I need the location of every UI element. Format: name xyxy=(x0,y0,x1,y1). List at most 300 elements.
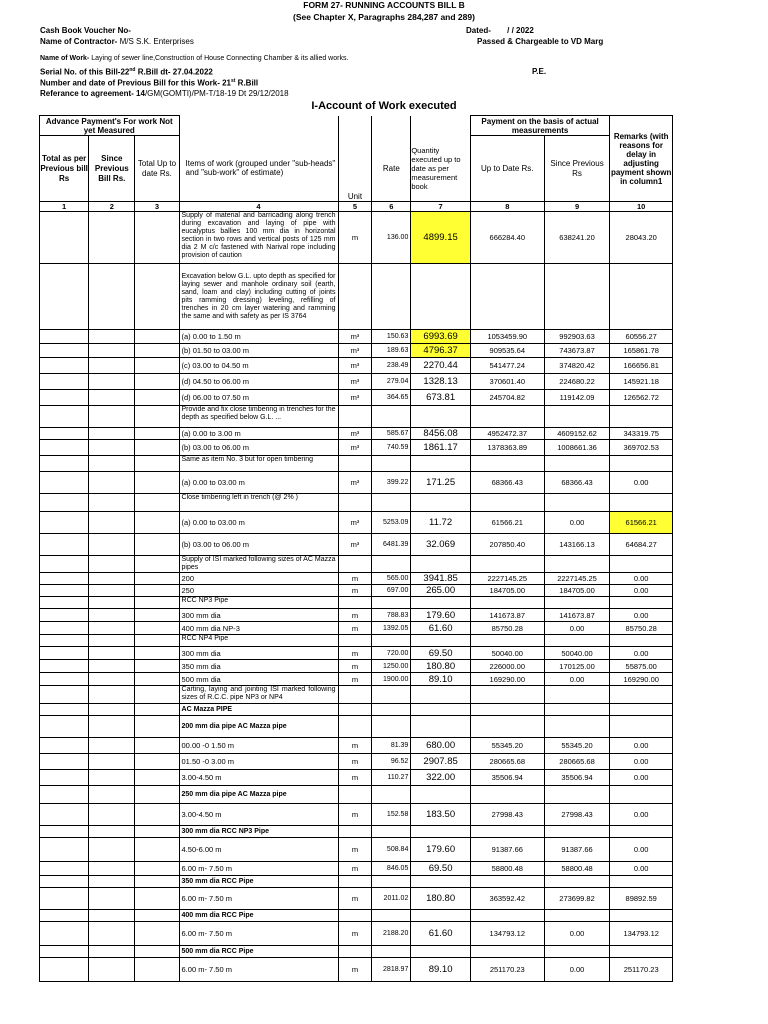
cell-total-prev xyxy=(40,876,89,888)
cell-since-prev-bill xyxy=(89,585,135,597)
table-row xyxy=(40,534,673,556)
cell-rate xyxy=(372,704,411,716)
cell-up-to-date xyxy=(470,876,544,888)
cell-since-prev-bill xyxy=(89,738,135,754)
cell-since-previous: 273699.82 xyxy=(544,888,610,910)
cell-quantity xyxy=(411,704,471,716)
work-label: Name of Work- xyxy=(40,55,90,62)
cell-up-to-date xyxy=(470,635,544,647)
cell-up-to-date xyxy=(470,406,544,428)
cell-quantity xyxy=(411,556,471,573)
work-value: Laying of sewer line,Construction of House Connecting Chamber & its allied works. xyxy=(89,55,349,62)
cell-since-prev-bill xyxy=(89,597,135,609)
cell-since-prev-bill xyxy=(89,456,135,472)
cell-up-to-date: 909535.64 xyxy=(470,344,544,358)
cell-total-up xyxy=(135,770,179,786)
table-row xyxy=(40,390,673,406)
col-number: 3 xyxy=(135,202,179,212)
cell-remarks xyxy=(610,406,673,428)
cell-total-prev xyxy=(40,406,89,428)
cell-unit: m³ xyxy=(338,390,372,406)
cell-item-description: (a) 0.00 to 3.00 m xyxy=(179,428,338,440)
table-row xyxy=(40,888,673,910)
cell-unit xyxy=(338,597,372,609)
cell-total-prev xyxy=(40,622,89,635)
cell-total-up xyxy=(135,804,179,826)
cell-up-to-date xyxy=(470,946,544,958)
cell-up-to-date: 141673.87 xyxy=(470,609,544,622)
cell-unit: m xyxy=(338,647,372,660)
cell-total-prev xyxy=(40,910,89,922)
contractor-line xyxy=(40,37,194,46)
cell-total-up xyxy=(135,826,179,838)
cell-rate: 136.00 xyxy=(372,212,411,264)
cell-unit: m³ xyxy=(338,472,372,494)
cell-up-to-date: 68366.43 xyxy=(470,472,544,494)
cell-total-prev xyxy=(40,647,89,660)
cell-since-previous xyxy=(544,910,610,922)
cell-since-previous: 143166.13 xyxy=(544,534,610,556)
cell-since-prev-bill xyxy=(89,609,135,622)
cell-unit: m xyxy=(338,804,372,826)
cell-rate: 364.65 xyxy=(372,390,411,406)
cell-since-previous: 992903.63 xyxy=(544,330,610,344)
cell-quantity: 11.72 xyxy=(411,512,471,534)
cell-rate: 238.49 xyxy=(372,358,411,374)
cell-since-previous: 638241.20 xyxy=(544,212,610,264)
cell-item-description: (b) 03.00 to 06.00 m xyxy=(179,440,338,456)
cell-unit: m xyxy=(338,573,372,585)
cell-total-prev xyxy=(40,212,89,264)
cell-rate: 697.00 xyxy=(372,585,411,597)
cell-unit: m xyxy=(338,622,372,635)
cell-rate: 508.84 xyxy=(372,838,411,862)
cell-since-previous xyxy=(544,264,610,330)
cell-since-previous: 141673.87 xyxy=(544,609,610,622)
table-row xyxy=(40,406,673,428)
cell-rate: 585.67 xyxy=(372,428,411,440)
cell-total-prev xyxy=(40,534,89,556)
cell-remarks: 0.00 xyxy=(610,754,673,770)
cell-since-prev-bill xyxy=(89,876,135,888)
table-row xyxy=(40,440,673,456)
col-number: 5 xyxy=(338,202,372,212)
cell-item-description: 500 mm dia RCC Pipe xyxy=(179,946,338,958)
cell-since-prev-bill xyxy=(89,660,135,673)
cell-rate: 1392.05 xyxy=(372,622,411,635)
cell-item-description: (d) 06.00 to 07.50 m xyxy=(179,390,338,406)
table-row xyxy=(40,876,673,888)
cell-up-to-date xyxy=(470,264,544,330)
table-row xyxy=(40,212,673,264)
cell-item-description: Carting, laying and jointing ISI marked following sizes of R.C.C. pipe NP3 or NP4 xyxy=(179,686,338,704)
cell-total-prev xyxy=(40,609,89,622)
cell-up-to-date xyxy=(470,704,544,716)
cell-up-to-date xyxy=(470,456,544,472)
cell-total-up xyxy=(135,635,179,647)
cell-item-description: RCC NP4 Pipe xyxy=(179,635,338,647)
col-number: 1 xyxy=(40,202,89,212)
cell-remarks: 0.00 xyxy=(610,862,673,876)
cell-unit: m³ xyxy=(338,330,372,344)
cell-remarks xyxy=(610,716,673,738)
cell-total-prev xyxy=(40,738,89,754)
cell-rate xyxy=(372,456,411,472)
cell-unit xyxy=(338,786,372,804)
cell-total-up xyxy=(135,704,179,716)
cell-since-prev-bill xyxy=(89,826,135,838)
cell-quantity xyxy=(411,876,471,888)
cell-total-prev xyxy=(40,770,89,786)
cell-since-previous xyxy=(544,946,610,958)
cell-rate: 846.05 xyxy=(372,862,411,876)
cell-up-to-date: 280665.68 xyxy=(470,754,544,770)
cell-item-description: 4.50-6.00 m xyxy=(179,838,338,862)
cell-up-to-date: 370601.40 xyxy=(470,374,544,390)
cell-total-up xyxy=(135,428,179,440)
cell-up-to-date: 1053459.90 xyxy=(470,330,544,344)
cell-quantity: 6993.69 xyxy=(411,330,471,344)
cell-since-previous: 0.00 xyxy=(544,512,610,534)
cell-up-to-date xyxy=(470,556,544,573)
cell-quantity: 4899.15 xyxy=(411,212,471,264)
cell-total-prev xyxy=(40,786,89,804)
cell-rate xyxy=(372,910,411,922)
cell-remarks: 145921.18 xyxy=(610,374,673,390)
cell-since-prev-bill xyxy=(89,635,135,647)
cell-remarks: 61566.21 xyxy=(610,512,673,534)
agreement-value: /GM(GOMTI)/PM-T/18-19 Dt 29/12/2018 xyxy=(144,89,289,98)
cell-since-previous: 2227145.25 xyxy=(544,573,610,585)
cell-item-description: (b) 03.00 to 06.00 m xyxy=(179,534,338,556)
cell-since-prev-bill xyxy=(89,390,135,406)
cell-rate xyxy=(372,264,411,330)
cell-rate: 110.27 xyxy=(372,770,411,786)
cell-up-to-date: 207850.40 xyxy=(470,534,544,556)
table-row xyxy=(40,754,673,770)
cell-since-prev-bill xyxy=(89,922,135,946)
cell-unit: m³ xyxy=(338,512,372,534)
cell-item-description: 3.00-4.50 m xyxy=(179,770,338,786)
cell-item-description: 250 xyxy=(179,585,338,597)
table-row xyxy=(40,330,673,344)
cell-quantity xyxy=(411,910,471,922)
cell-up-to-date xyxy=(470,494,544,512)
cell-since-prev-bill xyxy=(89,754,135,770)
cell-since-prev-bill xyxy=(89,647,135,660)
previous-bill-line xyxy=(40,78,258,88)
cell-since-prev-bill xyxy=(89,716,135,738)
cell-item-description: (a) 0.00 to 1.50 m xyxy=(179,330,338,344)
cell-unit xyxy=(338,406,372,428)
cell-unit: m³ xyxy=(338,358,372,374)
cell-remarks xyxy=(610,826,673,838)
table-row xyxy=(40,374,673,390)
cell-rate: 279.04 xyxy=(372,374,411,390)
cell-remarks: 0.00 xyxy=(610,585,673,597)
cell-unit xyxy=(338,716,372,738)
cell-up-to-date xyxy=(470,826,544,838)
cell-remarks: 343319.75 xyxy=(610,428,673,440)
cell-remarks xyxy=(610,910,673,922)
cell-total-prev xyxy=(40,494,89,512)
cell-since-prev-bill xyxy=(89,686,135,704)
cell-since-prev-bill xyxy=(89,512,135,534)
cell-total-prev xyxy=(40,330,89,344)
work-line xyxy=(40,55,348,62)
cell-total-up xyxy=(135,472,179,494)
cell-up-to-date: 27998.43 xyxy=(470,804,544,826)
cell-item-description: 300 mm dia RCC NP3 Pipe xyxy=(179,826,338,838)
cell-up-to-date: 4952472.37 xyxy=(470,428,544,440)
cell-up-to-date xyxy=(470,910,544,922)
cell-up-to-date: 184705.00 xyxy=(470,585,544,597)
cell-quantity: 680.00 xyxy=(411,738,471,754)
table-row xyxy=(40,585,673,597)
header-remarks: Remarks (with reasons for delay in adjusting payment shown in column1 xyxy=(610,116,673,202)
cell-since-prev-bill xyxy=(89,330,135,344)
cell-item-description: 6.00 m- 7.50 m xyxy=(179,862,338,876)
table-row xyxy=(40,472,673,494)
cell-since-previous: 170125.00 xyxy=(544,660,610,673)
cell-since-previous: 4609152.62 xyxy=(544,428,610,440)
cell-item-description: 01.50 -0 3.00 m xyxy=(179,754,338,770)
cell-item-description: (a) 0.00 to 03.00 m xyxy=(179,512,338,534)
cell-rate: 152.58 xyxy=(372,804,411,826)
cell-since-previous xyxy=(544,406,610,428)
cell-remarks: 169290.00 xyxy=(610,673,673,686)
cell-total-prev xyxy=(40,826,89,838)
cell-unit: m³ xyxy=(338,534,372,556)
cell-quantity: 171.25 xyxy=(411,472,471,494)
cell-total-prev xyxy=(40,573,89,585)
cell-total-prev xyxy=(40,512,89,534)
table-row xyxy=(40,647,673,660)
cell-rate xyxy=(372,556,411,573)
cell-rate xyxy=(372,826,411,838)
table-row xyxy=(40,660,673,673)
cell-remarks: 369702.53 xyxy=(610,440,673,456)
cell-remarks: 0.00 xyxy=(610,804,673,826)
cell-since-previous xyxy=(544,635,610,647)
table-row xyxy=(40,512,673,534)
cell-rate xyxy=(372,946,411,958)
cell-since-previous: 58800.48 xyxy=(544,862,610,876)
table-row xyxy=(40,770,673,786)
table-row xyxy=(40,556,673,573)
cell-unit: m xyxy=(338,754,372,770)
header-blank-items xyxy=(179,116,338,136)
form-subtitle: (See Chapter X, Paragraphs 284,287 and 289) xyxy=(293,12,475,22)
cell-up-to-date: 541477.24 xyxy=(470,358,544,374)
cell-total-prev xyxy=(40,660,89,673)
cell-item-description: 6.00 m- 7.50 m xyxy=(179,888,338,910)
table-row xyxy=(40,922,673,946)
cell-total-up xyxy=(135,686,179,704)
cell-total-prev xyxy=(40,862,89,876)
cell-up-to-date: 91387.66 xyxy=(470,838,544,862)
cell-remarks xyxy=(610,635,673,647)
passed-chargeable: Passed & Chargeable to VD Marg xyxy=(477,37,604,46)
cell-up-to-date: 134793.12 xyxy=(470,922,544,946)
cell-total-up xyxy=(135,534,179,556)
agreement-label: Referance to agreement- 14 xyxy=(40,89,145,98)
cell-up-to-date: 1378363.89 xyxy=(470,440,544,456)
cell-quantity xyxy=(411,494,471,512)
serial-prefix: Serial No. of this Bill-22 xyxy=(40,67,130,77)
col-number: 2 xyxy=(89,202,135,212)
table-row xyxy=(40,673,673,686)
cell-total-prev xyxy=(40,716,89,738)
cell-item-description: Close timbering left in trench (@ 2% ) xyxy=(179,494,338,512)
cell-since-prev-bill xyxy=(89,838,135,862)
cell-quantity: 3941.85 xyxy=(411,573,471,585)
cell-item-description: 200 mm dia pipe AC Mazza pipe xyxy=(179,716,338,738)
cell-unit xyxy=(338,876,372,888)
cell-item-description: 250 mm dia pipe AC Mazza pipe xyxy=(179,786,338,804)
cell-remarks: 0.00 xyxy=(610,647,673,660)
cell-since-previous xyxy=(544,686,610,704)
cell-remarks: 0.00 xyxy=(610,609,673,622)
cell-total-prev xyxy=(40,472,89,494)
cell-quantity: 179.60 xyxy=(411,838,471,862)
cell-up-to-date: 58800.48 xyxy=(470,862,544,876)
cell-quantity xyxy=(411,406,471,428)
cell-unit: m³ xyxy=(338,344,372,358)
cell-quantity: 265.00 xyxy=(411,585,471,597)
cell-total-up xyxy=(135,862,179,876)
cell-quantity: 179.60 xyxy=(411,609,471,622)
cell-since-prev-bill xyxy=(89,573,135,585)
cell-total-up xyxy=(135,585,179,597)
cell-total-up xyxy=(135,673,179,686)
cell-remarks xyxy=(610,456,673,472)
table-row xyxy=(40,609,673,622)
cell-rate xyxy=(372,406,411,428)
cell-unit: m xyxy=(338,770,372,786)
cell-total-up xyxy=(135,374,179,390)
cell-since-previous: 91387.66 xyxy=(544,838,610,862)
cell-quantity xyxy=(411,456,471,472)
cell-rate: 2011.02 xyxy=(372,888,411,910)
form-title: FORM 27- RUNNING ACCOUNTS BILL B xyxy=(303,0,465,10)
cell-up-to-date: 226000.00 xyxy=(470,660,544,673)
table-row xyxy=(40,946,673,958)
cell-since-prev-bill xyxy=(89,264,135,330)
cell-since-previous: 119142.09 xyxy=(544,390,610,406)
cell-unit xyxy=(338,556,372,573)
cell-since-prev-bill xyxy=(89,704,135,716)
cell-since-previous: 55345.20 xyxy=(544,738,610,754)
cell-total-up xyxy=(135,390,179,406)
cell-item-description: (b) 01.50 to 03.00 m xyxy=(179,344,338,358)
cell-since-previous xyxy=(544,456,610,472)
cell-remarks: 0.00 xyxy=(610,770,673,786)
cell-since-prev-bill xyxy=(89,946,135,958)
header-rate: Rate xyxy=(372,136,411,202)
cell-total-prev xyxy=(40,390,89,406)
cell-remarks xyxy=(610,494,673,512)
table-row xyxy=(40,344,673,358)
serial-suffix: R.Bill dt- 27.04.2022 xyxy=(135,67,213,77)
cell-since-previous xyxy=(544,876,610,888)
cell-up-to-date: 251170.23 xyxy=(470,958,544,982)
cell-total-prev xyxy=(40,585,89,597)
col-number: 4 xyxy=(179,202,338,212)
cell-unit xyxy=(338,946,372,958)
cell-rate: 720.00 xyxy=(372,647,411,660)
cell-since-prev-bill xyxy=(89,862,135,876)
cell-quantity: 183.50 xyxy=(411,804,471,826)
table-row xyxy=(40,358,673,374)
cell-unit: m xyxy=(338,660,372,673)
cell-since-prev-bill xyxy=(89,673,135,686)
table-row xyxy=(40,958,673,982)
cell-total-prev xyxy=(40,428,89,440)
cell-quantity: 61.60 xyxy=(411,922,471,946)
cell-unit: m xyxy=(338,862,372,876)
cell-total-prev xyxy=(40,344,89,358)
dated-line xyxy=(466,26,534,35)
cell-rate: 189.63 xyxy=(372,344,411,358)
cell-up-to-date: 2227145.25 xyxy=(470,573,544,585)
cell-item-description: 300 mm dia xyxy=(179,609,338,622)
cell-total-prev xyxy=(40,673,89,686)
cell-quantity xyxy=(411,635,471,647)
header-unit: Unit xyxy=(338,136,372,202)
cell-item-description: AC Mazza PIPE xyxy=(179,704,338,716)
table-row xyxy=(40,686,673,704)
cell-unit: m xyxy=(338,838,372,862)
cell-total-up xyxy=(135,264,179,330)
cell-remarks xyxy=(610,786,673,804)
table-row xyxy=(40,716,673,738)
cell-total-prev xyxy=(40,888,89,910)
cell-total-prev xyxy=(40,804,89,826)
pe-label: P.E. xyxy=(532,67,547,76)
cell-item-description: 6.00 m- 7.50 m xyxy=(179,958,338,982)
cell-quantity: 61.60 xyxy=(411,622,471,635)
cell-since-prev-bill xyxy=(89,786,135,804)
serial-line xyxy=(40,67,213,77)
cell-item-description: 200 xyxy=(179,573,338,585)
cell-since-previous: 224680.22 xyxy=(544,374,610,390)
cell-remarks: 134793.12 xyxy=(610,922,673,946)
cell-item-description: Supply of ISI marked following sizes of AC Mazza pipes xyxy=(179,556,338,573)
cell-quantity: 8456.08 xyxy=(411,428,471,440)
cell-since-prev-bill xyxy=(89,556,135,573)
cell-total-prev xyxy=(40,374,89,390)
cell-rate xyxy=(372,716,411,738)
cell-up-to-date: 50040.00 xyxy=(470,647,544,660)
table-row xyxy=(40,597,673,609)
cell-remarks: 166656.81 xyxy=(610,358,673,374)
cell-unit: m xyxy=(338,888,372,910)
cell-unit xyxy=(338,686,372,704)
cell-unit: m³ xyxy=(338,440,372,456)
previous-suffix: R.Bill xyxy=(235,78,259,88)
cell-total-up xyxy=(135,958,179,982)
cell-unit xyxy=(338,456,372,472)
table-row xyxy=(40,428,673,440)
cell-total-prev xyxy=(40,704,89,716)
contractor-value: M/S S.K. Enterprises xyxy=(117,37,194,46)
cell-total-up xyxy=(135,716,179,738)
header-blank-qty xyxy=(411,116,471,136)
cell-quantity xyxy=(411,946,471,958)
header-blank-rate xyxy=(372,116,411,136)
cell-total-prev xyxy=(40,946,89,958)
